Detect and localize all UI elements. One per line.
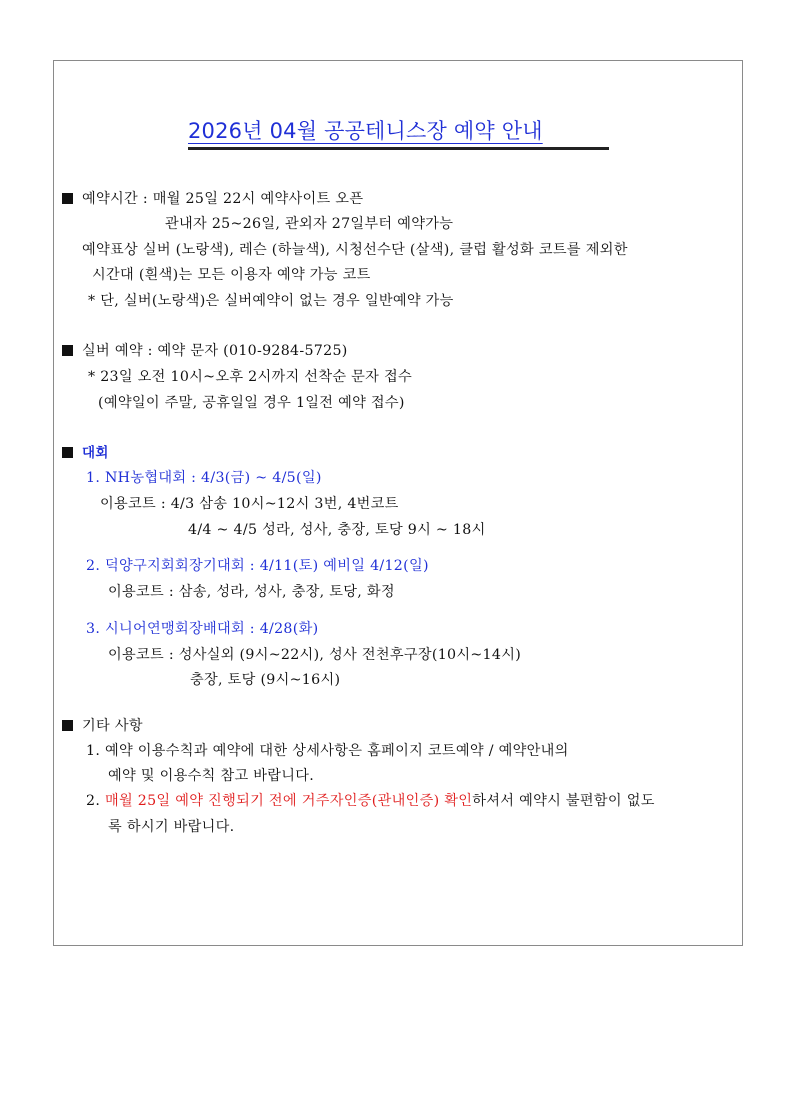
reservation-table-note-cont: 시간대 (흰색)는 모든 이용자 예약 가능 코트 — [92, 267, 371, 283]
silver-sms-note: * 23일 오전 10시~오후 2시까지 선착순 문자 접수 — [88, 369, 412, 385]
reservation-time-line — [62, 189, 363, 209]
tournament-3-court-2: 충장, 토당 (9시~16시) — [190, 672, 341, 688]
page-title: 2026년 04월 공공테니스장 예약 안내 — [188, 119, 543, 143]
etc-item-2-line-2: 록 하시기 바랍니다. — [108, 819, 235, 835]
tournament-3-title: 3. 시니어연맹회장배대회 : 4/28(화) — [86, 621, 319, 637]
etc-item-2-rest: 하셔서 예약시 불편함이 없도 — [472, 793, 655, 809]
silver-reservation-text: 실버 예약 : 예약 문자 (010-9284-5725) — [82, 343, 348, 359]
reservation-time-text: 예약시간 : 매월 25일 22시 예약사이트 오픈 — [82, 191, 364, 207]
tournament-2-court: 이용코트 : 삼송, 성라, 성사, 충장, 토당, 화정 — [108, 584, 395, 600]
etc-heading-line — [62, 716, 143, 736]
silver-holiday-note: (예약일이 주말, 공휴일일 경우 1일전 예약 접수) — [98, 395, 405, 411]
tournament-1-title: 1. NH농협대회 : 4/3(금) ~ 4/5(일) — [86, 470, 322, 486]
reservation-period-text: 관내자 25~26일, 관외자 27일부터 예약가능 — [165, 216, 454, 232]
square-bullet-icon — [62, 720, 73, 731]
square-bullet-icon — [62, 447, 73, 458]
tournament-2-title: 2. 덕양구지회회장기대회 : 4/11(토) 예비일 4/12(일) — [86, 558, 429, 574]
reservation-table-note: 예약표상 실버 (노랑색), 레슨 (하늘색), 시청선수단 (살색), 클럽 활성화 코트를 제외한 — [82, 242, 628, 258]
etc-item-2-number: 2. — [86, 793, 105, 809]
title-underline-rule — [188, 147, 609, 150]
square-bullet-icon — [62, 345, 73, 356]
etc-item-1-line-1: 1. 예약 이용수칙과 예약에 대한 상세사항은 홈페이지 코트예약 / 예약안내의 — [86, 743, 569, 759]
tournament-1-court-1: 이용코트 : 4/3 삼송 10시~12시 3번, 4번코트 — [100, 496, 399, 512]
etc-heading: 기타 사항 — [82, 718, 143, 734]
title-block — [188, 117, 609, 150]
etc-item-2-line-1 — [86, 791, 655, 811]
tournament-3-court-1: 이용코트 : 성사실외 (9시~22시), 성사 전천후구장(10시~14시) — [108, 647, 522, 663]
silver-reservation-line — [62, 341, 348, 361]
silver-general-note: * 단, 실버(노랑색)은 실버예약이 없는 경우 일반예약 가능 — [88, 293, 454, 309]
square-bullet-icon — [62, 193, 73, 204]
tournament-heading-line — [62, 443, 109, 463]
tournament-heading: 대회 — [82, 445, 109, 461]
etc-item-2-highlight: 매월 25일 예약 진행되기 전에 거주자인증(관내인증) 확인 — [104, 793, 473, 809]
etc-item-1-line-2: 예약 및 이용수칙 참고 바랍니다. — [108, 768, 315, 784]
tournament-1-court-2: 4/4 ~ 4/5 성라, 성사, 충장, 토당 9시 ~ 18시 — [188, 522, 486, 538]
